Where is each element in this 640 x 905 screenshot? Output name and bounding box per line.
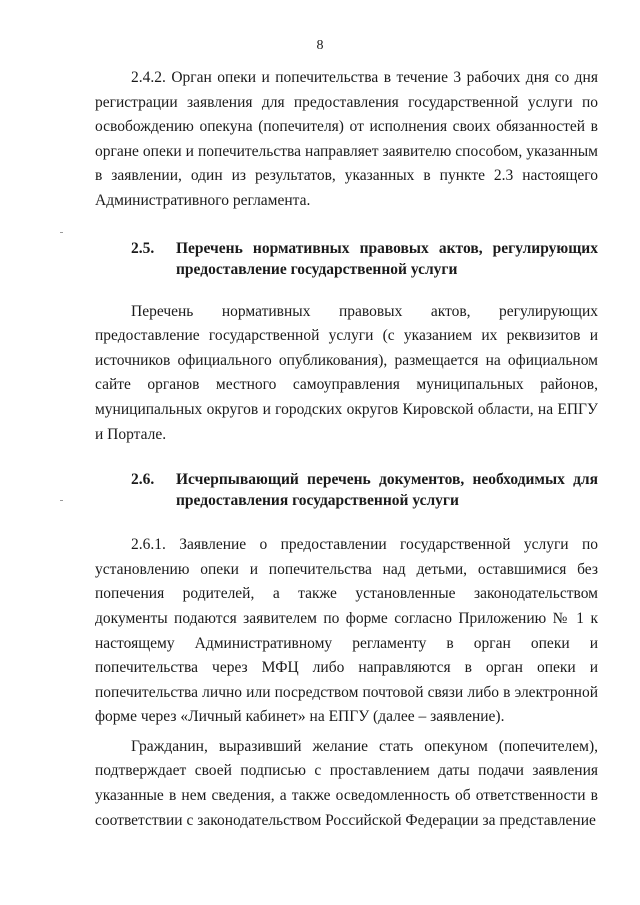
heading-2-5-title: Перечень нормативных правовых актов, регулирующих предоставление государственной услуги bbox=[176, 239, 598, 278]
paragraph-citizen: Гражданин, выразивший желание стать опекуном (попечителем), подтверждает своей подписью с проставлением даты подачи заявления указанные в нем сведения, а также осведомленность об ответственности в соответствии с законодательством Российской Федерации за представление bbox=[95, 737, 598, 829]
heading-2-6-title: Исчерпывающий перечень документов, необходимых для предоставления государственной услуги bbox=[176, 471, 598, 510]
document-body bbox=[95, 66, 598, 833]
heading-2-6 bbox=[95, 469, 598, 511]
paragraph-2-4-2: 2.4.2. Орган опеки и попечительства в течение 3 рабочих дня со дня регистрации заявления для предоставления государственной услуги по освобождению опекуна (попечителя) от исполнения своих обязанностей в органе опеки и попечительства направляет заявителю способом, указанным в заявлении, один из результатов, указанных в пункте 2.3 настоящего Административного регламента. bbox=[95, 69, 598, 209]
heading-2-6-number: 2.6. bbox=[131, 471, 155, 489]
paragraph-2-5: Перечень нормативных правовых актов, регулирующих предоставление государственной услуги (с указанием их реквизитов и источников официального опубликования), размещается на официальном сайте органов местного самоуправления муниципальных районов, муниципальных округов и городских округов Кировской области, на ЕПГУ и Портале. bbox=[95, 302, 598, 443]
margin-mark bbox=[60, 500, 63, 501]
paragraph-2-6-1: 2.6.1. Заявление о предоставлении государственной услуги по установлению опеки и попечительства над детьми, оставшимися без попечения родителей, а также установленные законодательством документы подаются заявителем по форме согласно Приложению № 1 к настоящему Административному регламенту в орган опеки и попечительства через МФЦ либо направляются в орган опеки и попечительства лично или посредством почтовой связи либо в электронной форме через «Личный кабинет» на ЕПГУ (далее – заявление). bbox=[95, 536, 598, 726]
margin-mark bbox=[60, 232, 63, 233]
heading-2-5 bbox=[95, 238, 598, 280]
heading-2-5-number: 2.5. bbox=[131, 239, 155, 257]
page-number: 8 bbox=[316, 38, 324, 53]
